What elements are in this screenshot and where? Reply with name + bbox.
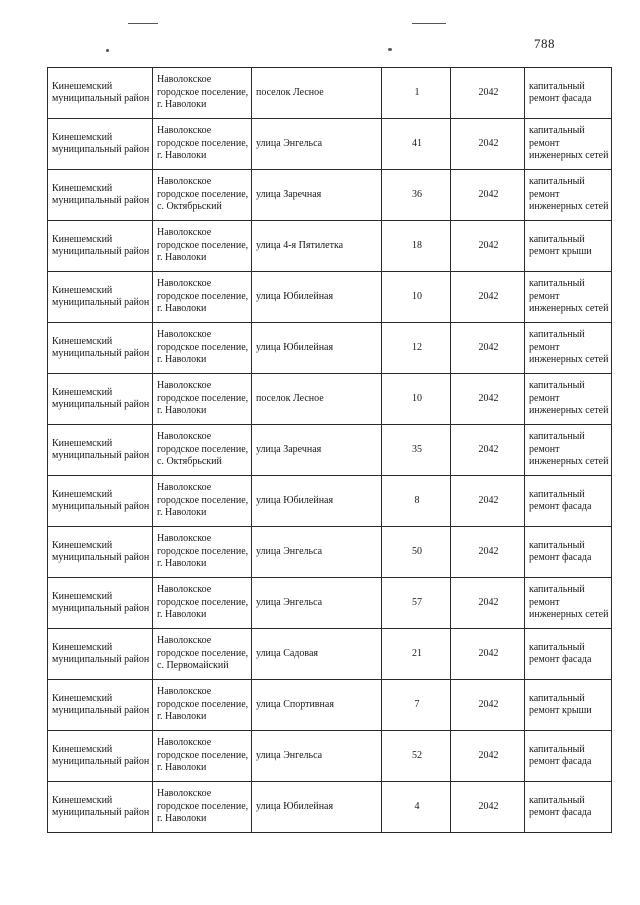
settlement-cell: [153, 170, 252, 221]
district-cell-text: Кинешемский муниципальный район: [52, 794, 150, 818]
street-cell: [252, 578, 382, 629]
settlement-cell: [153, 578, 252, 629]
district-cell: [48, 527, 153, 578]
settlement-cell: [153, 68, 252, 119]
table-row: [48, 272, 612, 323]
year-cell: [451, 527, 525, 578]
house-number-cell-text: 18: [412, 239, 422, 251]
settlement-cell-text: Наволокское городское поселение, с. Первомайский: [157, 635, 249, 672]
district-cell-text: Кинешемский муниципальный район: [52, 80, 150, 104]
house-number-cell: [382, 731, 451, 782]
settlement-cell-text: Наволокское городское поселение, г. Наволоки: [157, 380, 249, 417]
work-type-cell: [525, 731, 612, 782]
street-cell-text: поселок Лесное: [256, 392, 324, 404]
settlement-cell: [153, 527, 252, 578]
year-cell-text: 2042: [478, 545, 499, 557]
work-type-cell: [525, 629, 612, 680]
street-cell-text: улица Энгельса: [256, 749, 323, 761]
house-number-cell-text: 8: [414, 494, 420, 506]
street-cell: [252, 527, 382, 578]
year-cell: [451, 68, 525, 119]
year-cell: [451, 425, 525, 476]
street-cell: [252, 782, 382, 833]
year-cell: [451, 680, 525, 731]
settlement-cell-text: Наволокское городское поселение, с. Октябрьский: [157, 431, 249, 468]
district-cell-text: Кинешемский муниципальный район: [52, 437, 150, 461]
year-cell: [451, 323, 525, 374]
settlement-cell-text: Наволокское городское поселение, г. Наволоки: [157, 533, 249, 570]
street-cell: [252, 272, 382, 323]
work-type-cell-text: капитальный ремонт инженерных сетей: [529, 380, 609, 417]
street-cell: [252, 680, 382, 731]
settlement-cell: [153, 272, 252, 323]
district-cell: [48, 68, 153, 119]
year-cell: [451, 731, 525, 782]
work-type-cell: [525, 782, 612, 833]
street-cell: [252, 119, 382, 170]
house-number-cell-text: 1: [414, 86, 420, 98]
work-type-cell-text: капитальный ремонт фасада: [529, 794, 592, 818]
street-cell: [252, 476, 382, 527]
district-cell: [48, 221, 153, 272]
scan-artifact: [412, 23, 446, 24]
house-number-cell: [382, 476, 451, 527]
house-number-cell-text: 41: [412, 137, 422, 149]
year-cell: [451, 119, 525, 170]
street-cell-text: улица Энгельса: [256, 596, 323, 608]
district-cell: [48, 170, 153, 221]
settlement-cell-text: Наволокское городское поселение, г. Наволоки: [157, 74, 249, 111]
district-cell: [48, 578, 153, 629]
table-row: [48, 68, 612, 119]
work-type-cell-text: капитальный ремонт крыши: [529, 233, 592, 257]
district-cell-text: Кинешемский муниципальный район: [52, 488, 150, 512]
table-row: [48, 323, 612, 374]
district-cell-text: Кинешемский муниципальный район: [52, 233, 150, 257]
year-cell-text: 2042: [478, 596, 499, 608]
table-body: [48, 68, 612, 833]
year-cell: [451, 374, 525, 425]
year-cell-text: 2042: [478, 392, 499, 404]
street-cell-text: улица Садовая: [256, 647, 319, 659]
house-number-cell: [382, 425, 451, 476]
table-row: [48, 578, 612, 629]
year-cell-text: 2042: [478, 800, 499, 812]
street-cell-text: улица Энгельса: [256, 137, 323, 149]
work-type-cell: [525, 680, 612, 731]
work-type-cell: [525, 527, 612, 578]
work-type-cell-text: капитальный ремонт инженерных сетей: [529, 278, 609, 315]
district-cell-text: Кинешемский муниципальный район: [52, 692, 150, 716]
year-cell-text: 2042: [478, 188, 499, 200]
house-number-cell: [382, 323, 451, 374]
settlement-cell-text: Наволокское городское поселение, г. Наволоки: [157, 125, 249, 162]
street-cell-text: улица Спортивная: [256, 698, 334, 710]
work-type-cell-text: капитальный ремонт инженерных сетей: [529, 584, 609, 621]
table-row: [48, 476, 612, 527]
work-type-cell: [525, 578, 612, 629]
settlement-cell: [153, 374, 252, 425]
house-number-cell-text: 57: [412, 596, 422, 608]
house-number-cell-text: 35: [412, 443, 422, 455]
work-type-cell: [525, 323, 612, 374]
year-cell: [451, 221, 525, 272]
year-cell: [451, 170, 525, 221]
district-cell: [48, 425, 153, 476]
work-type-cell-text: капитальный ремонт инженерных сетей: [529, 329, 609, 366]
settlement-cell: [153, 119, 252, 170]
house-number-cell-text: 7: [414, 698, 420, 710]
district-cell-text: Кинешемский муниципальный район: [52, 743, 150, 767]
settlement-cell-text: Наволокское городское поселение, г. Наволоки: [157, 227, 249, 264]
settlement-cell-text: Наволокское городское поселение, г. Наволоки: [157, 482, 249, 519]
year-cell: [451, 629, 525, 680]
house-number-cell-text: 10: [412, 290, 422, 302]
street-cell: [252, 68, 382, 119]
street-cell-text: поселок Лесное: [256, 86, 324, 98]
district-cell-text: Кинешемский муниципальный район: [52, 539, 150, 563]
settlement-cell: [153, 323, 252, 374]
settlement-cell: [153, 782, 252, 833]
work-type-cell-text: капитальный ремонт фасада: [529, 488, 592, 512]
table-row: [48, 527, 612, 578]
district-cell: [48, 323, 153, 374]
street-cell: [252, 221, 382, 272]
settlement-cell: [153, 731, 252, 782]
year-cell-text: 2042: [478, 137, 499, 149]
table-row: [48, 731, 612, 782]
house-number-cell: [382, 221, 451, 272]
work-type-cell: [525, 221, 612, 272]
work-type-cell: [525, 272, 612, 323]
year-cell: [451, 782, 525, 833]
table-row: [48, 221, 612, 272]
scan-artifact: [128, 23, 158, 24]
table-row: [48, 782, 612, 833]
street-cell-text: улица Энгельса: [256, 545, 323, 557]
house-number-cell-text: 4: [414, 800, 420, 812]
district-cell: [48, 629, 153, 680]
year-cell: [451, 578, 525, 629]
settlement-cell: [153, 629, 252, 680]
street-cell: [252, 629, 382, 680]
district-cell: [48, 782, 153, 833]
district-cell: [48, 680, 153, 731]
table-row: [48, 374, 612, 425]
settlement-cell-text: Наволокское городское поселение, г. Наволоки: [157, 788, 249, 825]
work-type-cell-text: капитальный ремонт крыши: [529, 692, 592, 716]
street-cell: [252, 323, 382, 374]
house-number-cell-text: 52: [412, 749, 422, 761]
year-cell-text: 2042: [478, 341, 499, 353]
settlement-cell: [153, 221, 252, 272]
district-cell-text: Кинешемский муниципальный район: [52, 386, 150, 410]
work-type-cell: [525, 68, 612, 119]
street-cell-text: улица Юбилейная: [256, 341, 334, 353]
house-number-cell-text: 21: [412, 647, 422, 659]
year-cell-text: 2042: [478, 494, 499, 506]
house-number-cell-text: 50: [412, 545, 422, 557]
street-cell: [252, 425, 382, 476]
work-type-cell: [525, 476, 612, 527]
house-number-cell-text: 10: [412, 392, 422, 404]
house-number-cell: [382, 374, 451, 425]
settlement-cell: [153, 425, 252, 476]
house-number-cell: [382, 119, 451, 170]
district-cell: [48, 476, 153, 527]
house-number-cell: [382, 782, 451, 833]
year-cell-text: 2042: [478, 86, 499, 98]
table-row: [48, 425, 612, 476]
work-type-cell-text: капитальный ремонт инженерных сетей: [529, 176, 609, 213]
work-type-cell-text: капитальный ремонт инженерных сетей: [529, 125, 609, 162]
district-cell: [48, 272, 153, 323]
district-cell-text: Кинешемский муниципальный район: [52, 182, 150, 206]
settlement-cell-text: Наволокское городское поселение, г. Наволоки: [157, 737, 249, 774]
work-type-cell: [525, 170, 612, 221]
house-number-cell: [382, 680, 451, 731]
street-cell-text: улица 4-я Пятилетка: [256, 239, 344, 251]
year-cell: [451, 476, 525, 527]
street-cell-text: улица Заречная: [256, 443, 322, 455]
year-cell-text: 2042: [478, 290, 499, 302]
district-cell: [48, 731, 153, 782]
street-cell: [252, 170, 382, 221]
table-row: [48, 170, 612, 221]
work-type-cell-text: капитальный ремонт фасада: [529, 539, 592, 563]
table-row: [48, 629, 612, 680]
street-cell-text: улица Заречная: [256, 188, 322, 200]
year-cell-text: 2042: [478, 647, 499, 659]
house-number-cell-text: 36: [412, 188, 422, 200]
settlement-cell-text: Наволокское городское поселение, г. Наволоки: [157, 278, 249, 315]
year-cell: [451, 272, 525, 323]
street-cell-text: улица Юбилейная: [256, 290, 334, 302]
settlement-cell-text: Наволокское городское поселение, г. Наволоки: [157, 686, 249, 723]
house-number-cell: [382, 272, 451, 323]
district-cell-text: Кинешемский муниципальный район: [52, 590, 150, 614]
work-type-cell-text: капитальный ремонт фасада: [529, 80, 592, 104]
work-type-cell: [525, 425, 612, 476]
street-cell-text: улица Юбилейная: [256, 494, 334, 506]
house-number-cell: [382, 629, 451, 680]
district-cell-text: Кинешемский муниципальный район: [52, 335, 150, 359]
table-row: [48, 680, 612, 731]
work-type-cell-text: капитальный ремонт фасада: [529, 743, 592, 767]
district-cell-text: Кинешемский муниципальный район: [52, 284, 150, 308]
street-cell-text: улица Юбилейная: [256, 800, 334, 812]
scan-artifact: [388, 48, 392, 51]
district-cell: [48, 119, 153, 170]
street-cell: [252, 374, 382, 425]
house-number-cell: [382, 578, 451, 629]
street-cell: [252, 731, 382, 782]
district-cell: [48, 374, 153, 425]
district-cell-text: Кинешемский муниципальный район: [52, 131, 150, 155]
year-cell-text: 2042: [478, 698, 499, 710]
settlement-cell-text: Наволокское городское поселение, с. Октябрьский: [157, 176, 249, 213]
scan-artifact: [106, 49, 109, 52]
settlement-cell-text: Наволокское городское поселение, г. Наволоки: [157, 584, 249, 621]
house-number-cell: [382, 68, 451, 119]
table-row: [48, 119, 612, 170]
work-type-cell: [525, 119, 612, 170]
house-number-cell-text: 12: [412, 341, 422, 353]
repair-registry-table: [47, 67, 612, 833]
work-type-cell: [525, 374, 612, 425]
district-cell-text: Кинешемский муниципальный район: [52, 641, 150, 665]
year-cell-text: 2042: [478, 443, 499, 455]
settlement-cell: [153, 680, 252, 731]
settlement-cell-text: Наволокское городское поселение, г. Наволоки: [157, 329, 249, 366]
house-number-cell: [382, 527, 451, 578]
house-number-cell: [382, 170, 451, 221]
work-type-cell-text: капитальный ремонт фасада: [529, 641, 592, 665]
settlement-cell: [153, 476, 252, 527]
page-number: 788: [534, 36, 555, 51]
year-cell-text: 2042: [478, 239, 499, 251]
work-type-cell-text: капитальный ремонт инженерных сетей: [529, 431, 609, 468]
year-cell-text: 2042: [478, 749, 499, 761]
